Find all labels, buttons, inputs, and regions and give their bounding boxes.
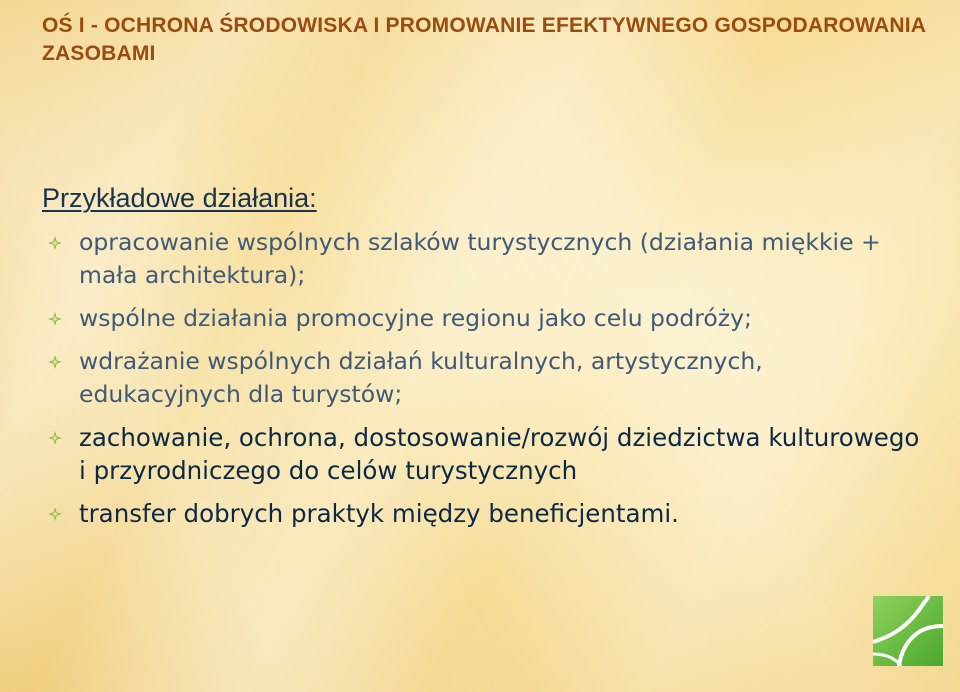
slide-title-line-1: OŚ I - OCHRONA ŚRODOWISKA I PROMOWANIE EFEKTYWNEGO GOSPODAROWANIA [42, 14, 927, 37]
bullet-text: transfer dobrych praktyk między beneficjentami. [79, 499, 679, 528]
bullet-text: wdrażanie wspólnych działań kulturalnych, artystycznych, edukacyjnych dla turystów; [79, 347, 763, 408]
four-point-star-icon [48, 431, 62, 445]
bullet-item [48, 345, 928, 411]
slide-title [42, 12, 942, 68]
bullet-item [48, 302, 928, 335]
section-heading: Przykładowe działania: [42, 183, 317, 213]
bullet-item [48, 497, 928, 530]
green-square-logo-icon [873, 596, 943, 666]
four-point-star-icon [48, 355, 62, 369]
slide-title-line-2: ZASOBAMI [42, 42, 156, 65]
bullet-text: zachowanie, ochrona, dostosowanie/rozwój dziedzictwa kulturowego i przyrodniczego do celów turystycznych [79, 423, 920, 485]
four-point-star-icon [48, 507, 62, 521]
bullet-text: wspólne działania promocyjne regionu jako celu podróży; [79, 304, 752, 332]
four-point-star-icon [48, 312, 62, 326]
bullet-text: opracowanie wspólnych szlaków turystycznych (działania miękkie + mała architektura); [79, 228, 881, 289]
bullet-list [48, 226, 928, 540]
bullet-item [48, 421, 928, 487]
four-point-star-icon [48, 236, 62, 250]
bullet-item [48, 226, 928, 292]
